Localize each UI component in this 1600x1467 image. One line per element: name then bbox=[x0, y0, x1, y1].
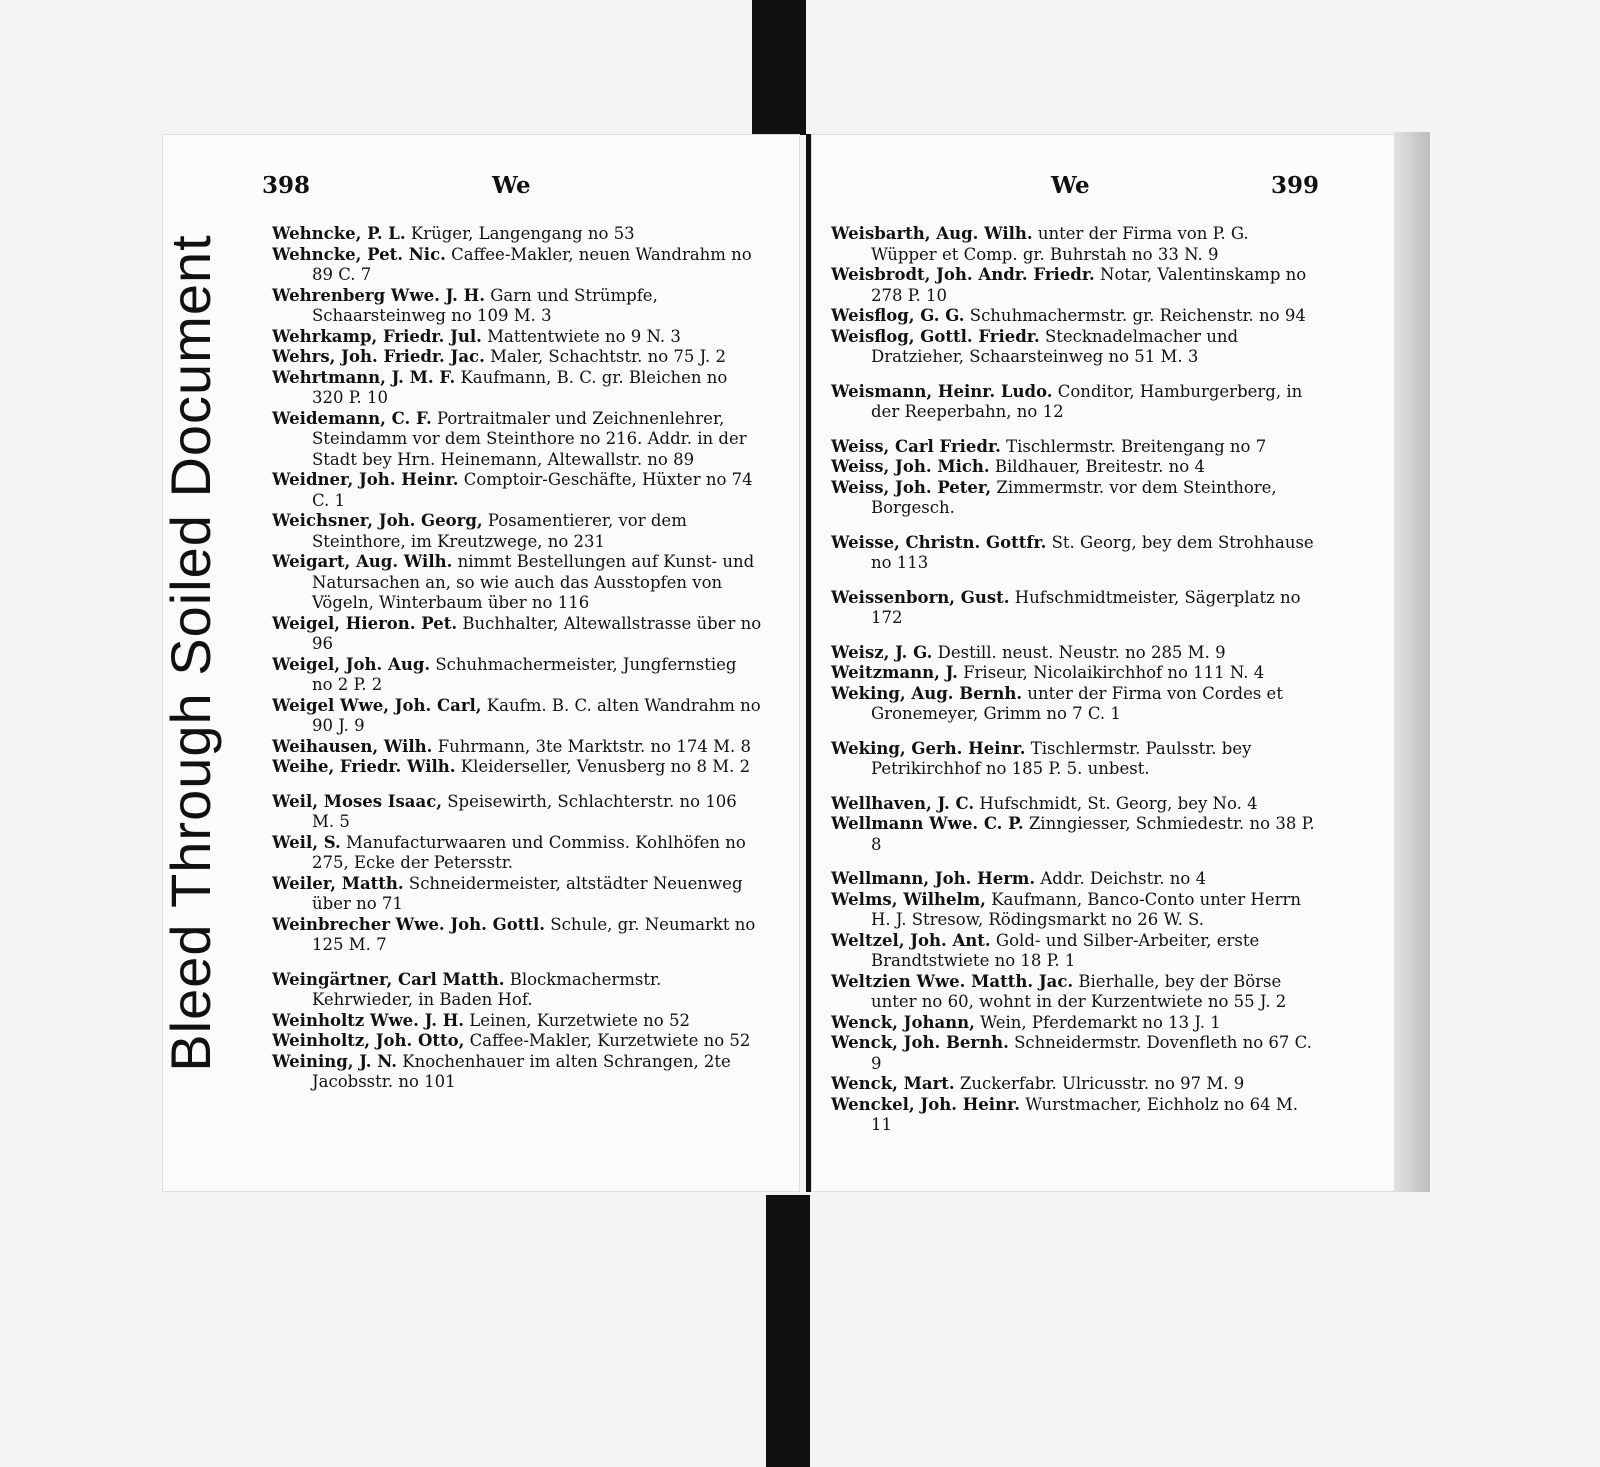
entry-text: Schuhmachermstr. gr. Reichenstr. no 94 bbox=[969, 306, 1306, 325]
directory-entry bbox=[831, 794, 1319, 815]
directory-entry bbox=[831, 869, 1319, 890]
entry-name: Weisflog, Gottl. Friedr. bbox=[831, 326, 1040, 346]
entry-name: Weigart, Aug. Wilh. bbox=[272, 552, 453, 571]
directory-entry bbox=[272, 1031, 762, 1052]
entry-text: Blockmachermstr. Kehrwieder, in Baden Hof. bbox=[312, 969, 662, 1009]
entry-name: Wehrkamp, Friedr. Jul. bbox=[272, 326, 482, 346]
entry-text: Conditor, Hamburgerberg, in der Reeperbahn, no 12 bbox=[871, 381, 1303, 421]
entry-name: Weidemann, C. F. bbox=[272, 408, 432, 428]
entry-text: Maler, Schachtstr. no 75 J. 2 bbox=[490, 347, 726, 366]
directory-entry bbox=[831, 739, 1319, 780]
entry-name: Weiss, Joh. Mich. bbox=[831, 457, 990, 476]
entry-text: Wein, Pferdemarkt no 13 J. 1 bbox=[980, 1012, 1221, 1032]
directory-entry bbox=[272, 327, 762, 348]
right-page bbox=[806, 134, 1401, 1192]
directory-entry bbox=[831, 1074, 1319, 1095]
entry-name: Weigel, Joh. Aug. bbox=[272, 654, 431, 674]
entry-text: Kaufm. B. C. alten Wandrahm no 90 J. 9 bbox=[312, 695, 761, 735]
entry-text: Hufschmidtmeister, Sägerplatz no 172 bbox=[871, 587, 1301, 627]
entry-text: Fuhrmann, 3te Marktstr. no 174 M. 8 bbox=[437, 736, 751, 756]
entry-name: Wehrenberg Wwe. J. H. bbox=[272, 285, 485, 305]
entry-text: Tischlermstr. Paulsstr. bey Petrikirchhof no 185 P. 5. unbest. bbox=[871, 738, 1252, 778]
entry-text: Buchhalter, Altewallstrasse über no 96 bbox=[312, 613, 762, 653]
directory-entry bbox=[272, 347, 762, 368]
binding-shadow-top bbox=[752, 0, 806, 135]
entry-text: unter der Firma von Cordes et Gronemeyer, Grimm no 7 C. 1 bbox=[871, 683, 1283, 723]
right-entry-list bbox=[831, 224, 1319, 1136]
directory-entry bbox=[272, 470, 762, 511]
entry-name: Wellmann Wwe. C. P. bbox=[831, 814, 1024, 833]
entry-name: Wenckel, Joh. Heinr. bbox=[831, 1094, 1020, 1114]
entry-text: nimmt Bestellungen auf Kunst- und Natursachen an, so wie auch das Ausstopfen von Vögeln, Winterbaum über no 116 bbox=[312, 552, 755, 612]
entry-name: Weisbarth, Aug. Wilh. bbox=[831, 224, 1033, 243]
entry-name: Weiss, Joh. Peter, bbox=[831, 477, 992, 497]
entry-name: Wellmann, Joh. Herm. bbox=[831, 869, 1036, 888]
entry-text: Manufacturwaaren und Commiss. Kohlhöfen no 275, Ecke der Petersstr. bbox=[312, 832, 746, 872]
entry-name: Wehrtmann, J. M. F. bbox=[272, 367, 456, 387]
entry-text: Bierhalle, bey der Börse unter no 60, wohnt in der Kurzentwiete no 55 J. 2 bbox=[871, 971, 1287, 1011]
right-page-edge bbox=[1394, 132, 1430, 1192]
entry-name: Weismann, Heinr. Ludo. bbox=[831, 381, 1053, 401]
entry-name: Wellhaven, J. C. bbox=[831, 793, 975, 813]
directory-entry bbox=[272, 655, 762, 696]
entry-name: Weltzel, Joh. Ant. bbox=[831, 930, 991, 950]
entry-text: Notar, Valentinskamp no 278 P. 10 bbox=[871, 265, 1307, 305]
directory-entry bbox=[831, 265, 1319, 306]
entry-text: Posamentierer, vor dem Steinthore, im Kreutzwege, no 231 bbox=[312, 511, 687, 551]
directory-entry bbox=[272, 1011, 762, 1032]
entry-name: Weking, Gerh. Heinr. bbox=[831, 738, 1026, 758]
entry-name: Weisse, Christn. Gottfr. bbox=[831, 532, 1047, 552]
directory-entry bbox=[272, 757, 762, 778]
entry-name: Weinbrecher Wwe. Joh. Gottl. bbox=[272, 914, 546, 934]
entry-text: Bildhauer, Breitestr. no 4 bbox=[994, 457, 1205, 476]
entry-name: Wenck, Joh. Bernh. bbox=[831, 1033, 1009, 1052]
entry-text: Kaufmann, B. C. gr. Bleichen no 320 P. 10 bbox=[312, 367, 728, 407]
left-entry-list bbox=[272, 224, 762, 1093]
directory-entry bbox=[831, 306, 1319, 327]
left-running-head: We bbox=[492, 172, 531, 199]
entry-name: Wenck, Johann, bbox=[831, 1012, 975, 1032]
entry-name: Wenck, Mart. bbox=[831, 1074, 955, 1093]
left-page-number: 398 bbox=[262, 172, 311, 199]
directory-entry bbox=[831, 327, 1319, 368]
entry-text: Schuhmachermeister, Jungfernstieg no 2 P. 2 bbox=[312, 654, 737, 694]
directory-entry bbox=[831, 478, 1319, 519]
directory-entry bbox=[272, 368, 762, 409]
entry-text: Tischlermstr. Breitengang no 7 bbox=[1006, 436, 1267, 456]
entry-text: Comptoir-Geschäfte, Hüxter no 74 C. 1 bbox=[312, 470, 753, 510]
entry-name: Weiss, Carl Friedr. bbox=[831, 436, 1001, 456]
directory-entry bbox=[831, 457, 1319, 478]
entry-name: Weking, Aug. Bernh. bbox=[831, 683, 1023, 703]
directory-entry bbox=[831, 437, 1319, 458]
entry-text: Stecknadelmacher und Dratzieher, Schaarsteinweg no 51 M. 3 bbox=[871, 326, 1239, 366]
entry-text: Garn und Strümpfe, Schaarsteinweg no 109 M. 3 bbox=[312, 285, 658, 325]
right-page-number: 399 bbox=[1271, 172, 1320, 199]
entry-name: Weltzien Wwe. Matth. Jac. bbox=[831, 971, 1074, 991]
entry-text: Caffee-Makler, Kurzetwiete no 52 bbox=[469, 1031, 751, 1050]
entry-name: Welms, Wilhelm, bbox=[831, 889, 986, 909]
entry-text: Speisewirth, Schlachterstr. no 106 M. 5 bbox=[312, 791, 737, 831]
directory-entry bbox=[272, 737, 762, 758]
entry-name: Weil, S. bbox=[272, 832, 341, 852]
entry-name: Weidner, Joh. Heinr. bbox=[272, 470, 459, 489]
directory-entry bbox=[831, 931, 1319, 972]
entry-name: Weingärtner, Carl Matth. bbox=[272, 969, 505, 989]
watermark-label: Bleed Through Soiled Document bbox=[159, 234, 222, 1072]
directory-entry bbox=[831, 643, 1319, 664]
entry-text: Caffee-Makler, neuen Wandrahm no 89 C. 7 bbox=[312, 244, 752, 284]
entry-text: Wurstmacher, Eichholz no 64 M. 11 bbox=[871, 1094, 1298, 1134]
entry-name: Wehncke, Pet. Nic. bbox=[272, 244, 446, 264]
directory-entry bbox=[831, 224, 1319, 265]
entry-text: Portraitmaler und Zeichnenlehrer, Steindamm vor dem Steinthore no 216. Addr. in der Stadt bey Hrn. Heinemann, Altewallstr. no 89 bbox=[312, 408, 747, 469]
entry-name: Weisflog, G. G. bbox=[831, 306, 965, 325]
directory-entry bbox=[272, 245, 762, 286]
entry-text: Kleiderseller, Venusberg no 8 M. 2 bbox=[460, 757, 751, 776]
entry-text: Gold- und Silber-Arbeiter, erste Brandtstwiete no 18 P. 1 bbox=[871, 930, 1260, 970]
directory-entry bbox=[831, 1033, 1319, 1074]
left-page bbox=[162, 134, 800, 1192]
open-book bbox=[162, 128, 1426, 1200]
directory-entry bbox=[831, 1013, 1319, 1034]
entry-text: Schneidermstr. Dovenfleth no 67 C. 9 bbox=[871, 1033, 1312, 1073]
entry-name: Wehncke, P. L. bbox=[272, 224, 406, 243]
directory-entry bbox=[831, 1095, 1319, 1136]
directory-entry bbox=[831, 684, 1319, 725]
entry-text: Krüger, Langengang no 53 bbox=[410, 224, 635, 243]
entry-text: Friseur, Nicolaikirchhof no 111 N. 4 bbox=[963, 663, 1265, 682]
entry-text: Zuckerfabr. Ulricusstr. no 97 M. 9 bbox=[959, 1074, 1245, 1093]
directory-entry bbox=[272, 1052, 762, 1093]
directory-entry bbox=[831, 663, 1319, 684]
directory-entry bbox=[831, 972, 1319, 1013]
entry-text: Mattentwiete no 9 N. 3 bbox=[487, 326, 681, 346]
entry-text: Hufschmidt, St. Georg, bey No. 4 bbox=[979, 793, 1258, 813]
entry-name: Weigel, Hieron. Pet. bbox=[272, 613, 458, 633]
entry-text: Schule, gr. Neumarkt no 125 M. 7 bbox=[312, 914, 756, 954]
directory-entry bbox=[831, 382, 1319, 423]
directory-entry bbox=[272, 224, 762, 245]
entry-text: Schneidermeister, altstädter Neuenweg über no 71 bbox=[312, 873, 743, 913]
directory-entry bbox=[272, 874, 762, 915]
entry-name: Weining, J. N. bbox=[272, 1051, 398, 1071]
directory-entry bbox=[272, 409, 762, 471]
entry-text: Knochenhauer im alten Schrangen, 2te Jacobsstr. no 101 bbox=[312, 1051, 731, 1091]
directory-entry bbox=[831, 588, 1319, 629]
right-running-head: We bbox=[1051, 172, 1090, 199]
entry-text: Kaufmann, Banco-Conto unter Herrn H. J. Stresow, Rödingsmarkt no 26 W. S. bbox=[871, 889, 1301, 929]
directory-entry bbox=[272, 915, 762, 956]
entry-name: Weigel Wwe, Joh. Carl, bbox=[272, 695, 482, 715]
entry-name: Weisbrodt, Joh. Andr. Friedr. bbox=[831, 265, 1095, 284]
entry-name: Weiler, Matth. bbox=[272, 873, 404, 893]
entry-text: St. Georg, bey dem Strohhause no 113 bbox=[871, 532, 1314, 572]
entry-name: Weinholtz, Joh. Otto, bbox=[272, 1031, 465, 1050]
entry-name: Wehrs, Joh. Friedr. Jac. bbox=[272, 347, 485, 366]
directory-entry bbox=[272, 970, 762, 1011]
entry-text: Destill. neust. Neustr. no 285 M. 9 bbox=[937, 642, 1226, 662]
entry-text: Leinen, Kurzetwiete no 52 bbox=[469, 1010, 690, 1030]
directory-entry bbox=[831, 814, 1319, 855]
directory-entry bbox=[831, 890, 1319, 931]
directory-entry bbox=[272, 286, 762, 327]
entry-name: Weinholtz Wwe. J. H. bbox=[272, 1010, 465, 1030]
directory-entry bbox=[272, 833, 762, 874]
directory-entry bbox=[272, 792, 762, 833]
entry-name: Weihausen, Wilh. bbox=[272, 736, 433, 756]
entry-text: Zimmermstr. vor dem Steinthore, Borgesch. bbox=[871, 477, 1277, 517]
entry-text: Addr. Deichstr. no 4 bbox=[1040, 869, 1207, 888]
entry-text: unter der Firma von P. G. Wüpper et Comp. gr. Buhrstah no 33 N. 9 bbox=[871, 224, 1249, 264]
binding-shadow-bottom bbox=[766, 1195, 810, 1467]
directory-entry bbox=[272, 511, 762, 552]
directory-entry bbox=[272, 696, 762, 737]
entry-text: Zinngiesser, Schmiedestr. no 38 P. 8 bbox=[871, 814, 1315, 854]
entry-name: Weihe, Friedr. Wilh. bbox=[272, 757, 456, 776]
entry-name: Weil, Moses Isaac, bbox=[272, 791, 442, 811]
directory-entry bbox=[272, 614, 762, 655]
entry-name: Weitzmann, J. bbox=[831, 663, 958, 682]
directory-entry bbox=[272, 552, 762, 614]
entry-name: Weissenborn, Gust. bbox=[831, 587, 1010, 607]
entry-name: Weichsner, Joh. Georg, bbox=[272, 511, 483, 530]
directory-entry bbox=[831, 533, 1319, 574]
entry-name: Weisz, J. G. bbox=[831, 642, 933, 662]
